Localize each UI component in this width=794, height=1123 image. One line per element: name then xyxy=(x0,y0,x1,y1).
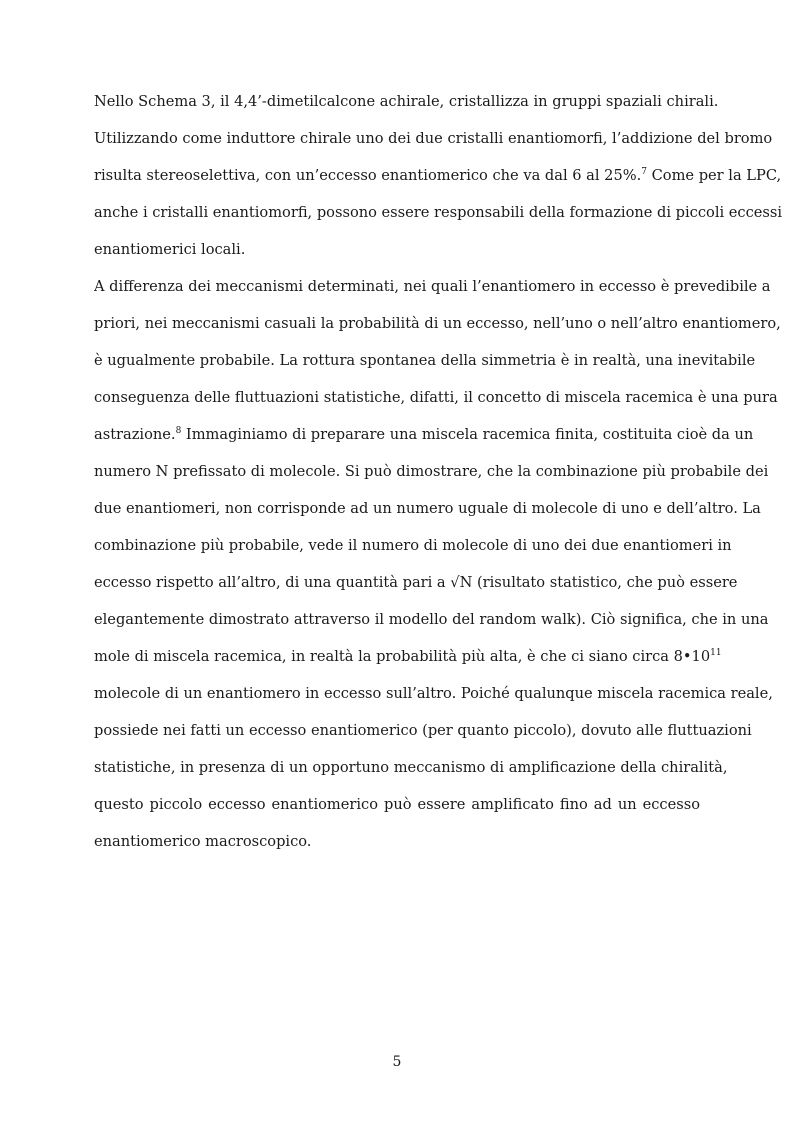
text-line: enantiomerico macroscopico. xyxy=(94,833,312,850)
paragraph-1 xyxy=(94,83,783,268)
footnote-ref: 7 xyxy=(641,167,647,177)
text-line: due enantiomeri, non corrisponde ad un numero uguale di molecole di uno e dell’altro. La xyxy=(94,500,761,517)
text-line: risulta stereoselettiva, con un’eccesso enantiomerico che va dal 6 al 25%.$^7$ Come per la LPC, xyxy=(94,167,782,184)
text-line: eccesso rispetto all’altro, di una quantità pari a √N (risultato statistico, che può essere xyxy=(94,574,738,591)
text-line: conseguenza delle fluttuazioni statistiche, difatti, il concetto di miscela racemica è una pura xyxy=(94,389,778,406)
document-body xyxy=(94,83,783,860)
text-line: possiede nei fatti un eccesso enantiomerico (per quanto piccolo), dovuto alle fluttuazioni xyxy=(94,722,752,739)
superscript-exponent: 11 xyxy=(710,648,722,658)
page-number: 5 xyxy=(392,1054,402,1070)
text-line: è ugualmente probabile. La rottura spontanea della simmetria è in realtà, una inevitabile xyxy=(94,352,756,369)
footnote-ref: 8 xyxy=(175,426,182,436)
text-line: statistiche, in presenza di un opportuno meccanismo di amplificazione della chiralità, xyxy=(94,759,728,776)
text-line: astrazione.$^8$ Immaginiamo di preparare una miscela racemica finita, costituita cioè da un xyxy=(94,426,754,443)
text-line: mole di miscela racemica, in realtà la probabilità più alta, è che ci siano circa $8•10^{11}$ xyxy=(94,648,722,665)
text-line: enantiomerici locali. xyxy=(94,241,246,258)
text-line: numero N prefissato di molecole. Si può dimostrare, che la combinazione più probabile dei xyxy=(94,463,769,480)
text-line: molecole di un enantiomero in eccesso sull’altro. Poiché qualunque miscela racemica reale, xyxy=(94,685,773,702)
text-line: anche i cristalli enantiomorfi, possono essere responsabili della formazione di piccoli eccessi xyxy=(94,204,783,221)
text-line: Nello Schema 3, il 4,4’-dimetilcalcone achirale, cristallizza in gruppi spaziali chirali. xyxy=(94,93,719,110)
paragraph-2 xyxy=(94,268,781,860)
text-line: A differenza dei meccanismi determinati, nei quali l’enantiomero in eccesso è prevedibile a xyxy=(94,278,771,295)
text-line: priori, nei meccanismi casuali la probabilità di un eccesso, nell’uno o nell’altro enantiomero, xyxy=(94,315,781,332)
text-line: Utilizzando come induttore chirale uno dei due cristalli enantiomorfi, l’addizione del bromo xyxy=(94,130,773,147)
text-line: elegantemente dimostrato attraverso il modello del random walk). Ciò significa, che in una xyxy=(94,611,769,628)
text-line: combinazione più probabile, vede il numero di molecole di uno dei due enantiomeri in xyxy=(94,537,732,554)
text-line: questo piccolo eccesso enantiomerico può essere amplificato fino ad un eccesso xyxy=(94,796,700,813)
